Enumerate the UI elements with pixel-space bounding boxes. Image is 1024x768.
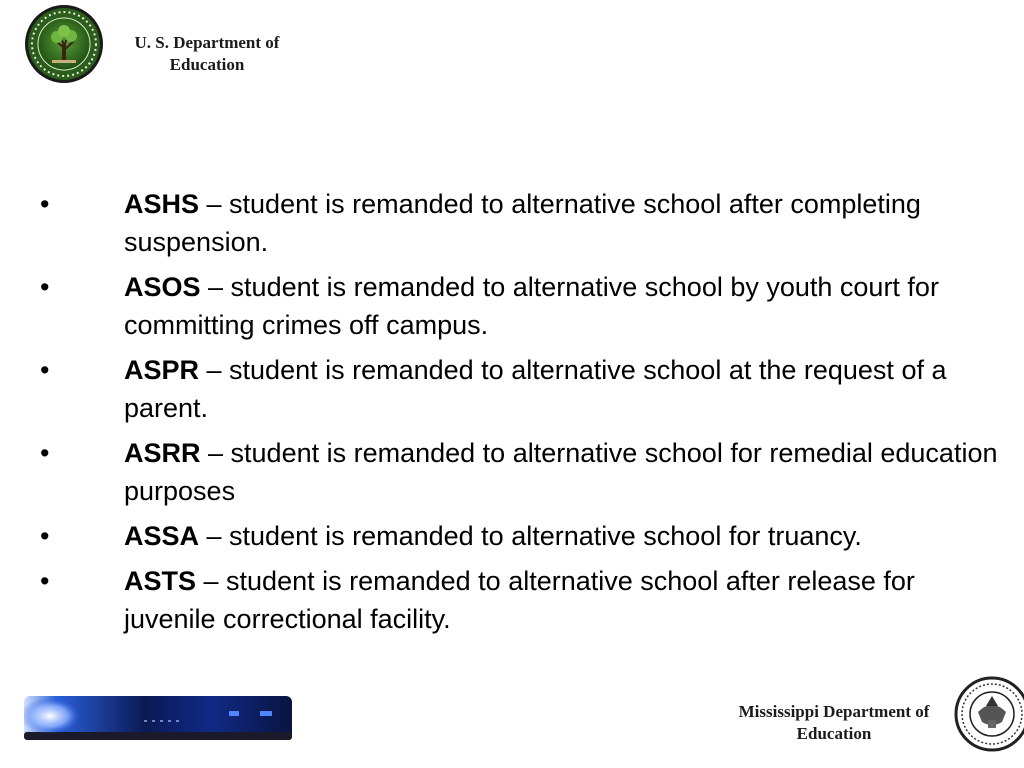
mississippi-seal-wrapper xyxy=(952,676,1024,752)
us-department-line-1: U. S. Department of xyxy=(134,33,280,52)
code-definition-list xyxy=(40,185,1000,645)
mississippi-department-of-education-seal-icon xyxy=(952,676,1024,752)
item-code: ASSA xyxy=(124,521,200,551)
item-description: – student is remanded to alternative school after completing suspension. xyxy=(124,189,921,257)
item-description: – student is remanded to alternative school for truancy. xyxy=(199,521,862,551)
item-description: – student is remanded to alternative school by youth court for committing crimes off campus. xyxy=(124,272,939,340)
item-code: ASOS xyxy=(124,272,201,302)
item-code: ASHS xyxy=(124,189,200,219)
item-description: – student is remanded to alternative school at the request of a parent. xyxy=(124,355,947,423)
bullet-icon: • xyxy=(40,521,50,551)
list-item xyxy=(40,185,1000,261)
list-item xyxy=(40,434,1000,510)
us-department-name xyxy=(112,32,302,76)
ms-department-line-2: Education xyxy=(796,724,872,743)
us-department-line-2: Education xyxy=(169,55,245,74)
item-code: ASRR xyxy=(124,438,201,468)
item-description: – student is remanded to alternative school for remedial education purposes xyxy=(124,438,998,506)
item-code: ASPR xyxy=(124,355,200,385)
list-item xyxy=(40,562,1000,638)
item-code: ASTS xyxy=(124,566,197,596)
bullet-icon: • xyxy=(40,272,50,302)
list-item xyxy=(40,268,1000,344)
list-item xyxy=(40,351,1000,427)
bullet-icon: • xyxy=(40,566,50,596)
bullet-icon: • xyxy=(40,438,50,468)
us-department-of-education-seal-icon xyxy=(24,4,104,84)
bullet-icon: • xyxy=(40,189,50,219)
ms-department-line-1: Mississippi Department of xyxy=(738,702,930,721)
list-item xyxy=(40,517,1000,555)
mississippi-department-name xyxy=(714,701,954,745)
bullet-icon: • xyxy=(40,355,50,385)
police-light-bar-icon xyxy=(24,694,292,744)
item-description: – student is remanded to alternative school after release for juvenile correctional facility. xyxy=(124,566,915,634)
